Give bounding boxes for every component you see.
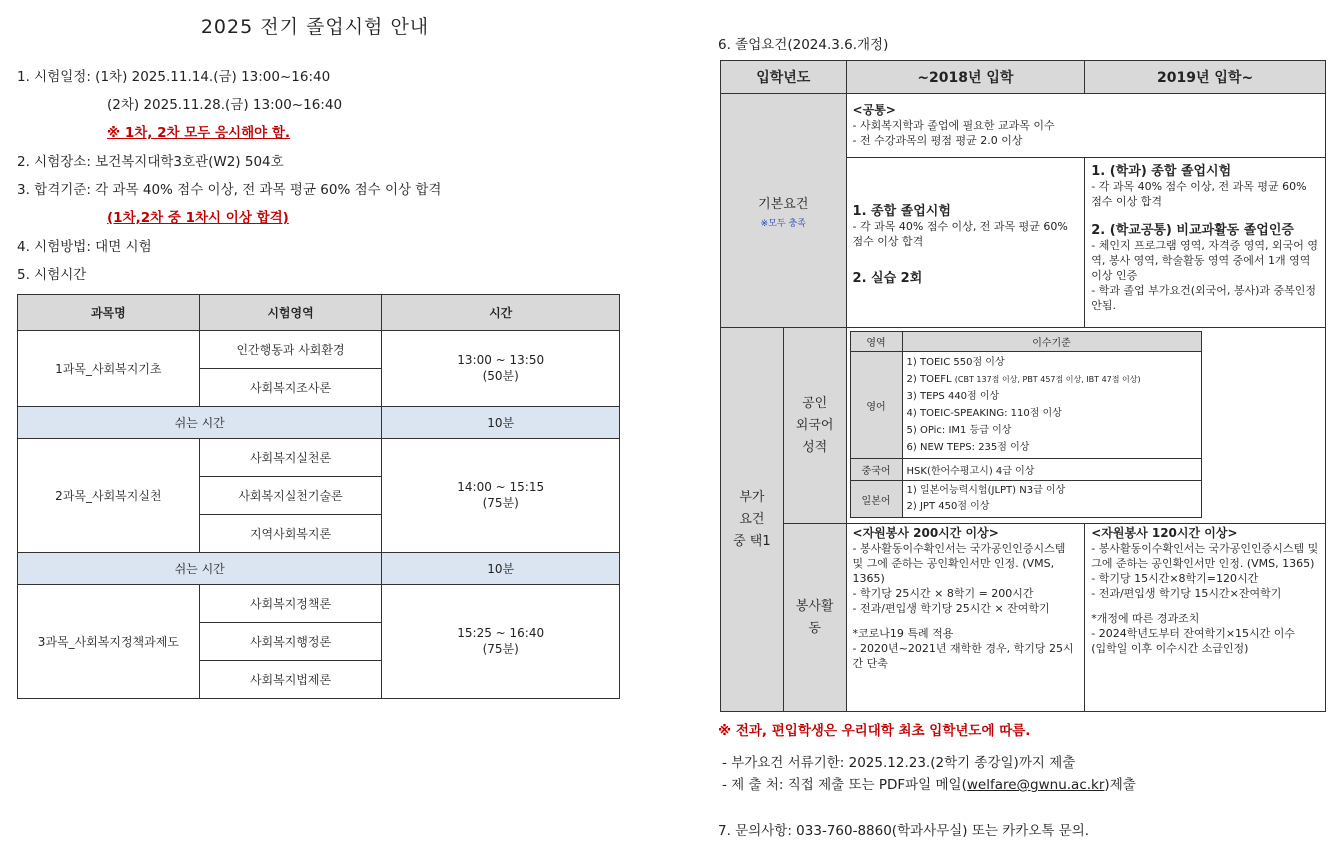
subject-3-area-2: 사회복지행정론	[199, 623, 382, 661]
pass-criteria: 3. 합격기준: 각 과목 40% 점수 이상, 전 과목 평균 60% 점수 이상 합격	[17, 182, 442, 198]
email-link[interactable]: welfare@gwnu.ac.kr	[966, 777, 1105, 793]
subject-3-name: 3과목_사회복지정책과제도	[18, 585, 200, 699]
subject-1-time: 13:00 ~ 13:50 (50분)	[382, 331, 620, 407]
japanese-criteria: 1) 일본어능력시험(JLPT) N3급 이상 2) JPT 450점 이상	[902, 481, 1201, 518]
english-criteria: 1) TOEIC 550점 이상 2) TOEFL (CBT 137점 이상, PBT 457점 이상, IBT 47점 이상) 3) TEPS 440점 이상 4) TOEIC-SPEAKING: 110점 이상 5) OPic: IM1 등급 이상 6) NEW TEPS: 235점 이상	[902, 352, 1201, 459]
language-score-cell	[846, 328, 1325, 524]
lang-chinese: 중국어	[850, 459, 902, 481]
exam-place: 2. 시험장소: 보건복지대학3호관(W2) 504호	[17, 154, 284, 170]
graduation-req-heading: 6. 졸업요건(2024.3.6.개정)	[718, 37, 889, 53]
subject-1-area-2: 사회복지조사론	[199, 369, 382, 407]
exam-schedule-line1: 1. 시험일정: (1차) 2025.11.14.(금) 13:00~16:40	[17, 69, 331, 85]
break-1-label: 쉬는 시간	[18, 407, 382, 439]
contact-info: 7. 문의사항: 033-760-8860(학과사무실) 또는 카카오톡 문의.	[718, 823, 1090, 839]
break-1-time: 10분	[382, 407, 620, 439]
language-score-table	[850, 331, 1202, 518]
page-title: 2025 전기 졸업시험 안내	[200, 16, 430, 38]
subject-1-area-1: 인간행동과 사회환경	[199, 331, 382, 369]
header-time: 시간	[382, 295, 620, 331]
transfer-note: ※ 전과, 편입학생은 우리대학 최초 입학년도에 따름.	[718, 723, 1031, 739]
break-2-time: 10분	[382, 553, 620, 585]
header-entry-year: 입학년도	[721, 61, 847, 94]
subject-3-time: 15:25 ~ 16:40 (75분)	[382, 585, 620, 699]
header-area: 시험영역	[199, 295, 382, 331]
lang-header-area: 영역	[850, 332, 902, 352]
subject-2-time: 14:00 ~ 15:15 (75분)	[382, 439, 620, 553]
exam-method: 4. 시험방법: 대면 시험	[17, 239, 152, 255]
language-score-label: 공인 외국어 성적	[783, 328, 846, 524]
subject-1-name: 1과목_사회복지기초	[18, 331, 200, 407]
volunteer-old: <자원봉사 200시간 이상> - 봉사활동이수확인서는 국가공인인증시스템 및 그에 준하는 공인확인서만 인정. (VMS, 1365) - 학기당 25시간 × 8학기 = 200시간 - 전과/편입생 학기당 25시간 × 잔여학기 *코로나19 특례 적용 - 2020년~2021년 재학한 경우, 학기당 25시간 단축	[846, 524, 1085, 712]
header-2019: 2019년 입학~	[1085, 61, 1326, 94]
graduation-req-table	[720, 60, 1326, 712]
exam-time-heading: 5. 시험시간	[17, 267, 87, 283]
subject-2-name: 2과목_사회복지실천	[18, 439, 200, 553]
lang-english: 영어	[850, 352, 902, 459]
exam-schedule-line2: (2차) 2025.11.28.(금) 13:00~16:40	[107, 97, 343, 113]
chinese-criteria: HSK(한어수평고시) 4급 이상	[902, 459, 1201, 481]
subject-3-area-1: 사회복지정책론	[199, 585, 382, 623]
exam-schedule-table	[17, 294, 620, 699]
pass-criteria-note: (1차,2차 중 1차시 이상 합격)	[107, 210, 289, 226]
document-deadline: - 부가요건 서류기한: 2025.12.23.(2학기 종강일)까지 제출	[722, 755, 1076, 771]
extra-req-label: 부가 요건 중 택1	[721, 328, 784, 712]
break-2-label: 쉬는 시간	[18, 553, 382, 585]
new-basic-req: 1. (학과) 종합 졸업시험 - 각 과목 40% 점수 이상, 전 과목 평균 60% 점수 이상 합격 2. (학교공통) 비교과활동 졸업인증 - 체인지 프로그램 영역, 자격증 영역, 외국어 영역, 봉사 영역, 학술활동 영역 중에서 1개 영역 이상 인증 - 학과 졸업 부가요건(외국어, 봉사)과 중복인정 안됨.	[1085, 158, 1326, 328]
exam-schedule-note: ※ 1차, 2차 모두 응시해야 함.	[107, 125, 291, 141]
subject-2-area-2: 사회복지실천기술론	[199, 477, 382, 515]
header-2018: ~2018년 입학	[846, 61, 1085, 94]
header-subject: 과목명	[18, 295, 200, 331]
subject-2-area-3: 지역사회복지론	[199, 515, 382, 553]
basic-req-label: 기본요건 ※모두 충족	[721, 94, 847, 328]
submission-info: - 제 출 처: 직접 제출 또는 PDF파일 메일(welfare@gwnu.ac.kr)제출	[722, 777, 1136, 793]
lang-japanese: 일본어	[850, 481, 902, 518]
volunteer-label: 봉사활 동	[783, 524, 846, 712]
lang-header-standard: 이수기준	[902, 332, 1201, 352]
common-req: <공통> - 사회복지학과 졸업에 필요한 교과목 이수 - 전 수강과목의 평점 평균 2.0 이상	[846, 94, 1325, 158]
old-basic-req: 1. 종합 졸업시험 - 각 과목 40% 점수 이상, 전 과목 평균 60% 점수 이상 합격 2. 실습 2회	[846, 158, 1085, 328]
subject-2-area-1: 사회복지실천론	[199, 439, 382, 477]
volunteer-new: <자원봉사 120시간 이상> - 봉사활동이수확인서는 국가공인인증시스템 및 그에 준하는 공인확인서만 인정. (VMS, 1365) - 학기당 15시간×8학기=120시간 - 전과/편입생 학기당 15시간×잔여학기 *개정에 따른 경과조치 - 2024학년도부터 잔여학기×15시간 이수 (입학일 이후 이수시간 소급인정)	[1085, 524, 1326, 712]
subject-3-area-3: 사회복지법제론	[199, 661, 382, 699]
